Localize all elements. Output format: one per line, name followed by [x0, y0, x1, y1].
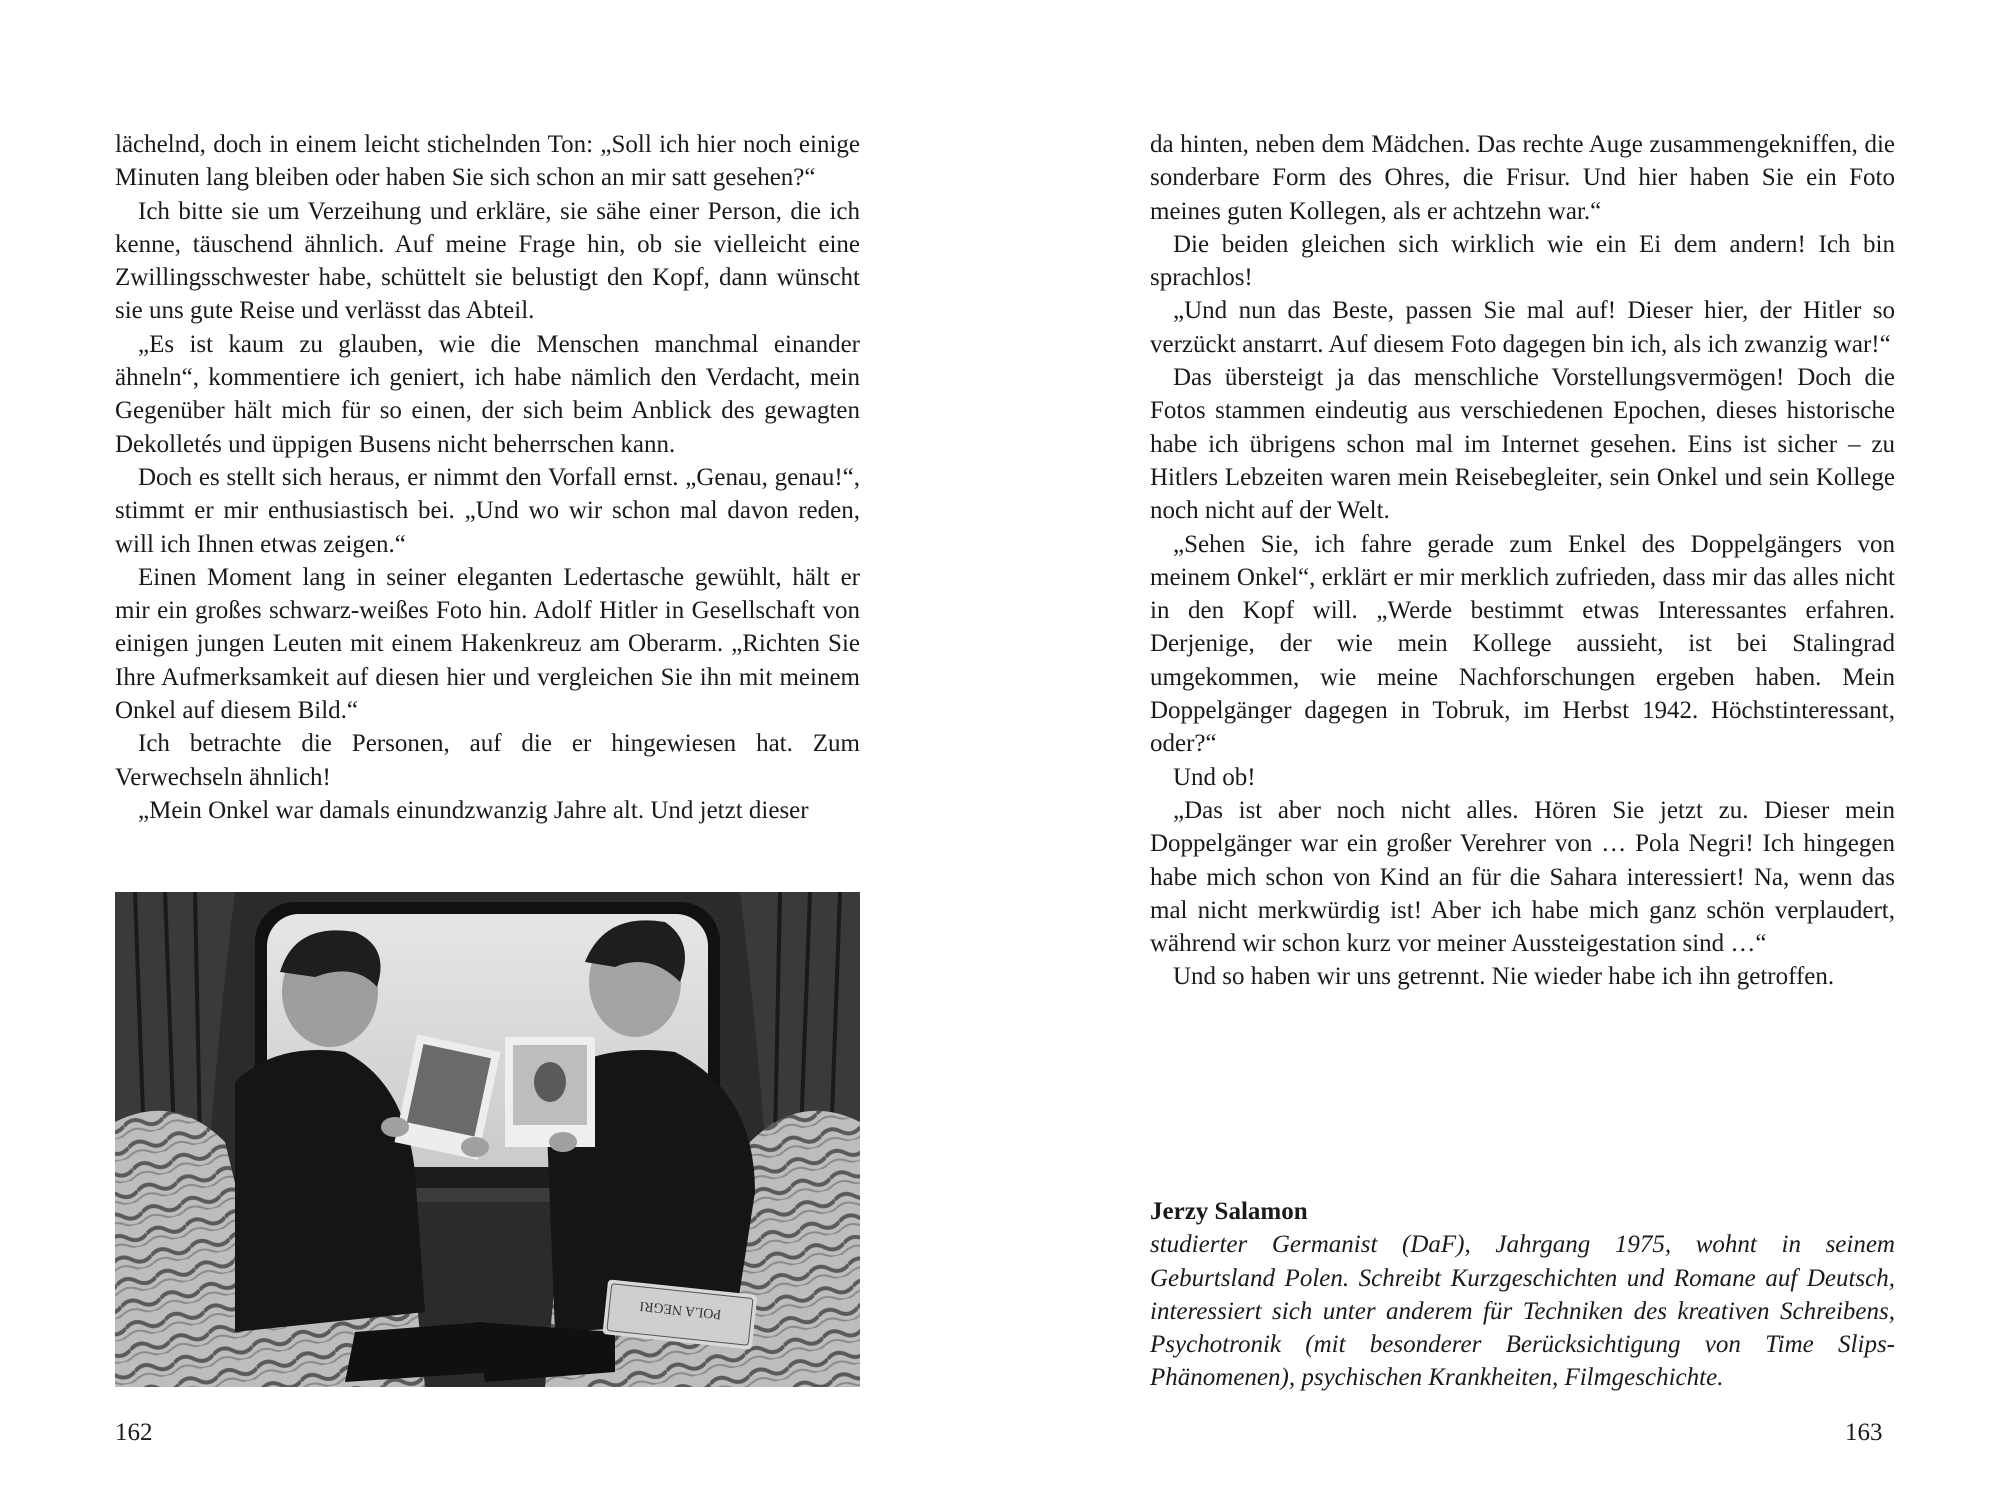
paragraph: Die beiden gleichen sich wirklich wie ein Ei dem andern! Ich bin sprachlos!	[1150, 230, 1895, 292]
paragraph: „Sehen Sie, ich fahre gerade zum Enkel des Doppelgängers von meinem Onkel“, erklärt er mir merklich zufrieden, dass mir das alles nicht in den Kopf will. „Werde bestimmt etwas Interessantes erfahren. Derjenige, der wie mein Kollege aussieht, ist bei Stalingrad umgekommen, wie meine Nachforschungen ergeben haben. Mein Doppelgänger dagegen in Tobruk, im Herbst 1942. Höchstinteressant, oder?“	[1150, 530, 1895, 758]
paragraph: Ich bitte sie um Verzeihung und erkläre, sie sähe einer Person, die ich kenne, täuschend ähnlich. Auf meine Frage hin, ob sie vielleicht eine Zwillingsschwester habe, schüttelt sie belustigt den Kopf, dann wünscht sie uns gute Reise und verlässt das Abteil.	[115, 197, 860, 325]
paragraph: „Es ist kaum zu glauben, wie die Menschen manchmal einander ähneln“, kommentiere ich geniert, ich habe nämlich den Verdacht, mein Gegenüber hält mich für so einen, der sich beim Anblick des gewagten Dekolletés und üppigen Busens nicht beherrschen kann.	[115, 330, 860, 458]
left-text-column	[115, 128, 860, 827]
page-number-left: 162	[115, 1419, 153, 1446]
paragraph: Und ob!	[1173, 763, 1256, 791]
paragraph: da hinten, neben dem Mädchen. Das rechte Auge zusammengekniffen, die sonderbare Form des Ohres, die Frisur. Und hier haben Sie ein Foto meines guten Kollegen, als er achtzehn war.“	[1150, 131, 1895, 225]
paragraph: Das übersteigt ja das menschliche Vorstellungsvermögen! Doch die Fotos stammen eindeutig aus verschiedenen Epochen, dieses historische habe ich übrigens schon mal im Internet gesehen. Eins ist sicher – zu Hitlers Lebzeiten waren mein Reisebegleiter, sein Onkel und sein Kollege noch nicht auf der Welt.	[1150, 364, 1895, 525]
photo-portrait-right	[505, 1037, 595, 1147]
paragraph: Ich betrachte die Personen, auf die er hingewiesen hat. Zum Verwechseln ähnlich!	[115, 730, 860, 791]
paragraph: „Und nun das Beste, passen Sie mal auf! Dieser hier, der Hitler so verzückt anstarrt. Auf diesem Foto dagegen bin ich, als ich zwanzig war!“	[1150, 297, 1895, 358]
page-number-right: 163	[1845, 1419, 1883, 1446]
book-cover-title: POLA NEGRI	[638, 1297, 723, 1322]
paragraph: „Das ist aber noch nicht alles. Hören Sie jetzt zu. Dieser mein Doppelgänger war ein großer Verehrer von … Pola Negri! Ich hingegen habe mich schon von Kind an für die Sahara interessiert! Na, wenn das mal nicht merkwürdig ist! Aber ich habe mich ganz schön verplaudert, während wir schon kurz vor meiner Aussteigestation sind …“	[1150, 796, 1895, 958]
paragraph: Einen Moment lang in seiner eleganten Ledertasche gewühlt, hält er mir ein großes schwarz-weißes Foto hin. Adolf Hitler in Gesellschaft von einigen jungen Leuten mit einem Hakenkreuz am Oberarm. „Richten Sie Ihre Aufmerksamkeit auf diesen hier und vergleichen Sie ihn mit meinem Onkel auf diesem Bild.“	[115, 563, 860, 725]
right-text-column	[1150, 128, 1895, 994]
author-bio	[1150, 1195, 1895, 1395]
paragraph: lächelnd, doch in einem leicht stichelnden Ton: „Soll ich hier noch einige Minuten lang bleiben oder haben Sie sich schon an mir satt gesehen?“	[115, 131, 860, 192]
paragraph: Doch es stellt sich heraus, er nimmt den Vorfall ernst. „Genau, genau!“, stimmt er mir enthusiastisch bei. „Und wo wir schon mal davon reden, will ich Ihnen etwas zeigen.“	[115, 463, 860, 558]
author-name: Jerzy Salamon	[1150, 1198, 1308, 1225]
train-compartment-illustration	[115, 892, 860, 1387]
right-page	[1000, 0, 2000, 1503]
paragraph: Und so haben wir uns getrennt. Nie wieder habe ich ihn getroffen.	[1173, 963, 1835, 991]
paragraph: „Mein Onkel war damals einundzwanzig Jahre alt. Und jetzt dieser	[138, 796, 809, 824]
author-bio-text: studierter Germanist (DaF), Jahrgang 1975, wohnt in seinem Geburtsland Polen. Schreibt Kurzgeschichten und Romane auf Deutsch, interessiert sich unter anderem für Techniken des kreativen Schreibens, Psychotronik (mit besonderer Berücksichtigung von Time Slips-Phänomenen), psychischen Krankheiten, Filmgeschichte.	[1150, 1231, 1895, 1392]
